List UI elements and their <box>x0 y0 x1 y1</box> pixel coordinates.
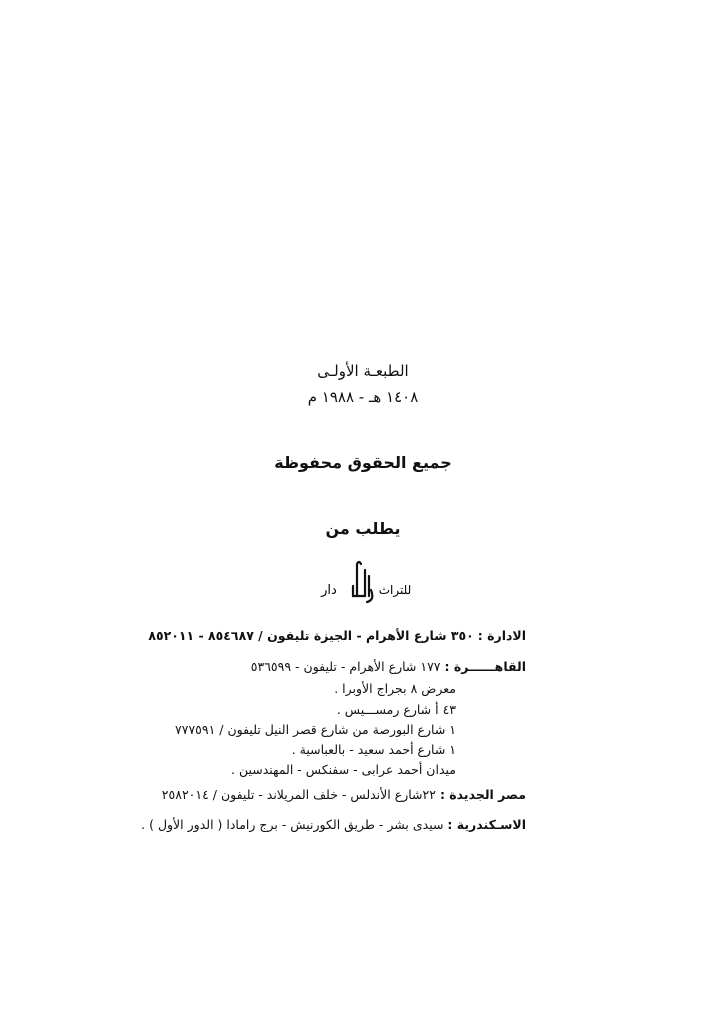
address-admin <box>148 628 526 643</box>
publisher-logo <box>0 556 726 608</box>
address-cairo-line: ٤٣ أ شارع رمســـيس . <box>336 702 456 717</box>
dar-al-rayan-logo-icon <box>309 556 417 608</box>
address-cairo <box>251 659 526 674</box>
address-alexandria-value: سيدى بشر - طريق الكورنيش - برج رامادا ( الدور الأول ) . <box>141 817 444 832</box>
address-admin-label: الادارة : <box>477 628 526 643</box>
logo-word-dar: دار <box>321 583 337 598</box>
address-heliopolis-label: مصر الجديدة : <box>439 787 526 802</box>
logo-word-rayan: الريان <box>359 594 363 595</box>
address-cairo-line: معرض ٨ بجراج الأوبرا . <box>334 681 456 696</box>
address-admin-value: ٣٥٠ شارع الأهرام - الجيزة تليفون / ٨٥٤٦٨٧ - ٨٥٢٠١١ <box>148 628 474 643</box>
address-alexandria <box>141 817 526 832</box>
copyright-notice: جميع الحقوق محفوظة <box>274 453 452 472</box>
address-heliopolis <box>162 787 526 802</box>
address-heliopolis-value: ٢٢شارع الأندلس - خلف المريلاند - تليفون / ٢٥٨٢٠١٤ <box>161 787 436 802</box>
logo-word-turath: للتراث <box>378 583 412 597</box>
edition-date: ١٤٠٨ هـ - ١٩٨٨ م <box>307 388 419 406</box>
address-cairo-line: ١٧٧ شارع الأهرام - تليفون - ٥٣٦٥٩٩ <box>250 659 441 674</box>
address-alexandria-label: الاسـكندرية : <box>447 817 526 832</box>
address-cairo-line: ١ شارع البورصة من شارع قصر النيل تليفون / ٧٧٧٥٩١ <box>175 722 456 737</box>
address-cairo-line: ميدان أحمد عرابى - سفنكس - المهندسين . <box>231 762 456 777</box>
request-from-heading: يطلب من <box>325 519 401 538</box>
edition-text: الطبعـة الأولـى <box>317 362 409 380</box>
address-cairo-line: ١ شارع أحمد سعيد - بالعباسية . <box>291 742 456 757</box>
address-cairo-label: القاهــــــرة : <box>444 659 526 674</box>
